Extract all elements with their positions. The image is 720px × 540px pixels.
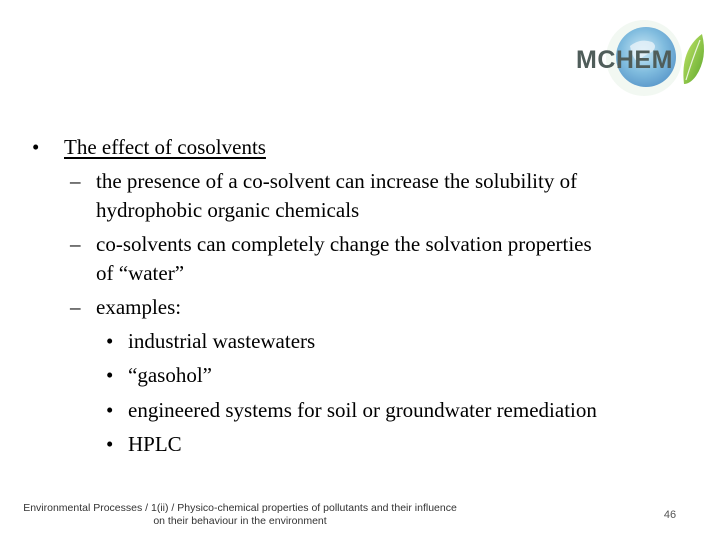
bullet-marker: • — [106, 398, 114, 422]
dash-marker: – — [70, 295, 81, 319]
subpoint-line: hydrophobic organic chemicals — [96, 198, 360, 222]
subpoint-line: the presence of a co-solvent can increase the solubility of — [96, 169, 578, 193]
subpoint-line: co-solvents can completely change the solvation properties — [96, 232, 592, 256]
heading-text: The effect of cosolvents — [64, 135, 266, 159]
footer-line: on their behaviour in the environment — [153, 515, 327, 527]
dash-marker: – — [70, 232, 81, 256]
dash-marker: – — [70, 169, 81, 193]
logo-text: MCHEM — [576, 46, 673, 74]
bullet-marker: • — [32, 135, 40, 159]
subpoint-line: examples: — [96, 295, 182, 319]
bullet-marker: • — [106, 329, 114, 353]
example-item: “gasohol” — [128, 363, 212, 387]
subpoint-line: of “water” — [96, 261, 185, 285]
page-number: 46 — [663, 509, 677, 521]
footer-line: Environmental Processes / 1(ii) / Physico-chemical properties of pollutants and their influence — [23, 502, 457, 514]
bullet-marker: • — [106, 363, 114, 387]
footer-caption — [0, 502, 480, 528]
bullet-marker: • — [106, 432, 114, 456]
example-item: industrial wastewaters — [128, 329, 316, 353]
example-item: engineered systems for soil or groundwater remediation — [128, 398, 597, 422]
example-item: HPLC — [128, 432, 182, 456]
